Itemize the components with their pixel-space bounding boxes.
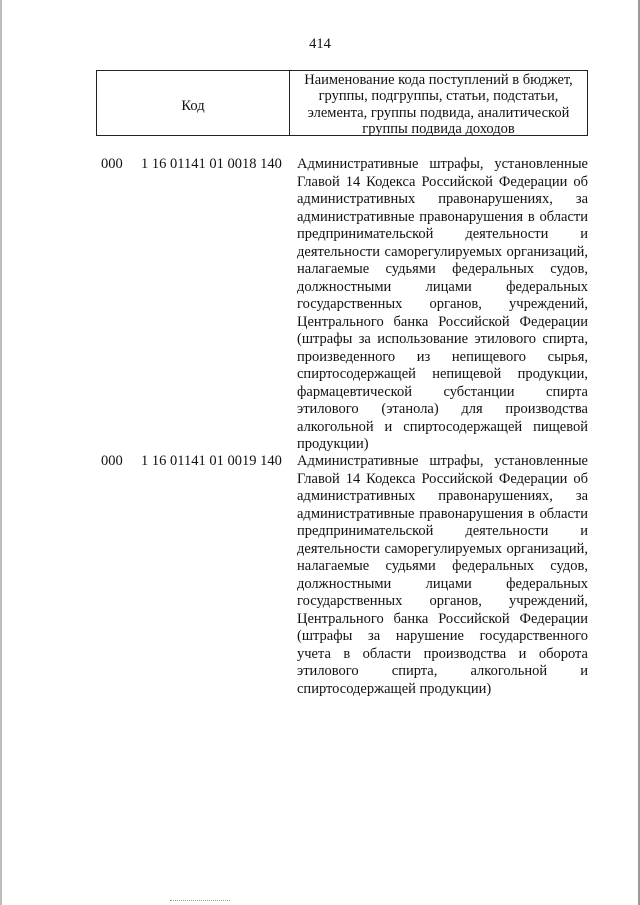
page-edge-left <box>0 0 2 905</box>
admin-code: 000 <box>101 156 123 172</box>
budget-code: 1 16 01141 01 0019 140 <box>141 453 282 469</box>
income-description: Административные штрафы, установленные Главой 14 Кодекса Российской Федерации об административных правонарушениях, за административные правонарушения в области предпринимательской деятельности и деятельности саморегулируемых организаций, налагаемые судьями федеральных судов, должностными лицами федеральных государственных органов, учреждений, Центрального банка Российской Федерации (штрафы за использование этилового спирта, произведенного из непищевого сырья, спиртосодержащей непищевой продукции, фармацевтической субстанции спирта этилового (этанола) для производства алкогольной и спиртосодержащей пищевой продукции) <box>297 156 588 452</box>
budget-code: 1 16 01141 01 0018 140 <box>141 156 282 172</box>
admin-code: 000 <box>101 453 123 469</box>
header-code-cell: Код <box>97 71 290 135</box>
table-header <box>96 70 588 136</box>
page-number: 414 <box>309 36 331 52</box>
header-name-cell: Наименование кода поступлений в бюджет, группы, подгруппы, статьи, подстатьи, элемента, группы подвида, аналитической группы подвида доходов <box>304 72 573 138</box>
income-description: Административные штрафы, установленные Главой 14 Кодекса Российской Федерации об административных правонарушениях, за административные правонарушения в области предпринимательской деятельности и деятельности саморегулируемых организаций, налагаемые судьями федеральных судов, должностными лицами федеральных государственных органов, учреждений, Центрального банка Российской Федерации (штрафы за нарушение государственного учета в области производства и оборота этилового спирта, алкогольной и спиртосодержащей продукции) <box>297 453 588 697</box>
scan-artifact <box>170 900 230 902</box>
